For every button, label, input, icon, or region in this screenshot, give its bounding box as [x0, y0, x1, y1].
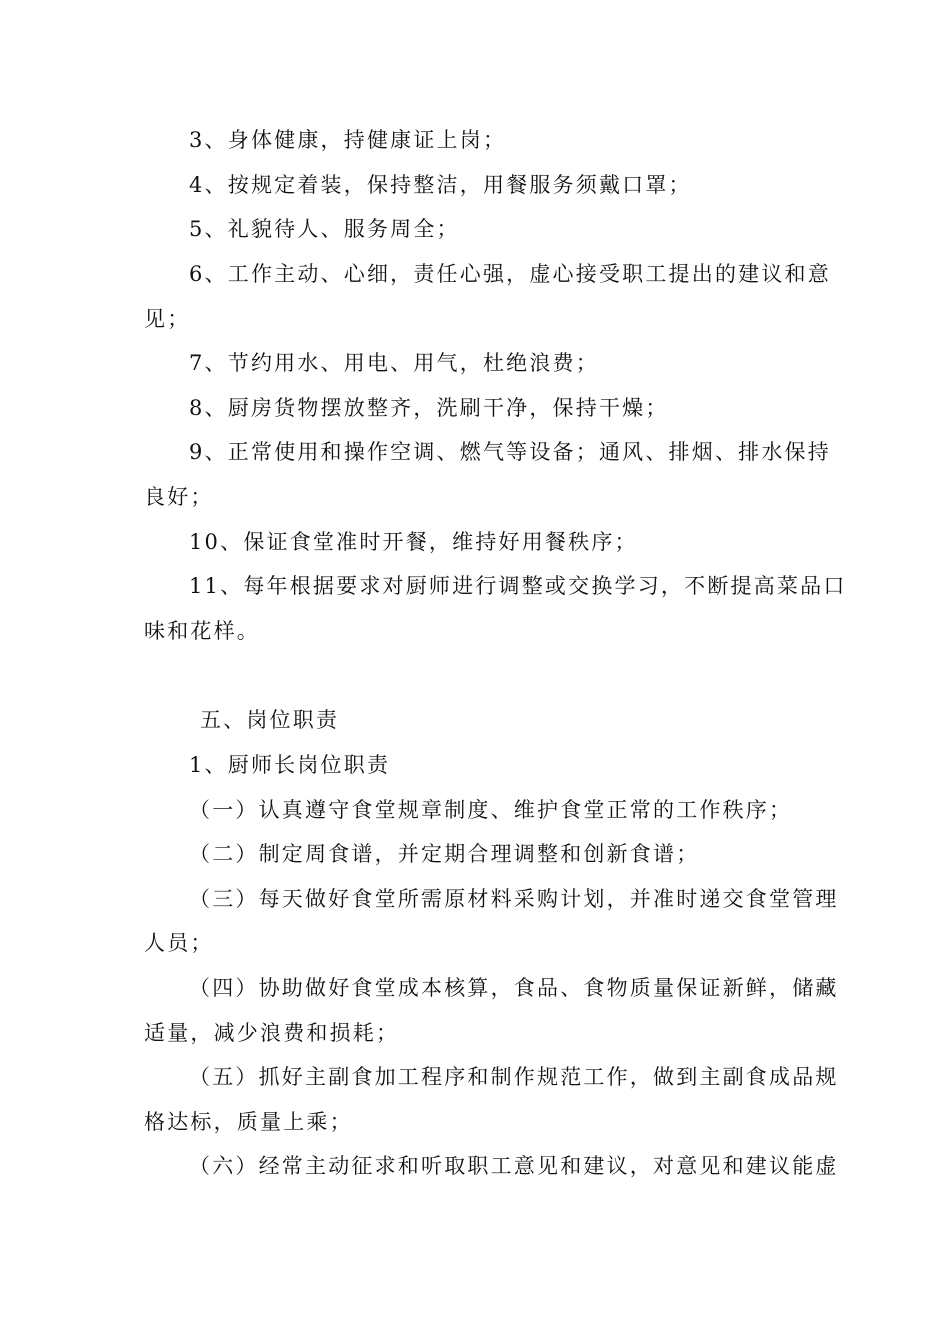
rule-item-9-line-1: 9、正常使用和操作空调、燃气等设备；通风、排烟、排水保持 — [189, 440, 831, 464]
rule-item-10: 10、保证食堂准时开餐，维持好用餐秩序； — [189, 530, 638, 554]
section-heading: 五、岗位职责 — [200, 708, 340, 732]
rule-item-6-line-2: 见； — [144, 307, 191, 331]
rule-item-4: 4、按规定着装，保持整洁，用餐服务须戴口罩； — [189, 173, 692, 197]
rule-item-8: 8、厨房货物摆放整齐，洗刷干净，保持干燥； — [189, 396, 669, 420]
duty-item-4-line-2: 适量，减少浪费和损耗； — [144, 1021, 400, 1045]
rule-item-9-line-2: 良好； — [144, 485, 214, 509]
duty-item-3-line-2: 人员； — [144, 931, 214, 955]
rule-item-3: 3、身体健康，持健康证上岗； — [189, 128, 507, 152]
rule-item-7: 7、节约用水、用电、用气，杜绝浪费； — [189, 351, 599, 375]
duty-item-2: （二）制定周食谱，并定期合理调整和创新食谱； — [189, 842, 700, 866]
duty-item-5-line-2: 格达标，质量上乘； — [144, 1110, 353, 1134]
rule-item-11-line-2: 味和花样。 — [144, 619, 260, 643]
duty-item-3-line-1: （三）每天做好食堂所需原材料采购计划，并准时递交食堂管理 — [189, 887, 839, 911]
duty-item-4-line-1: （四）协助做好食堂成本核算，食品、食物质量保证新鲜，储藏 — [189, 976, 839, 1000]
duty-item-6-line-1: （六）经常主动征求和听取职工意见和建议，对意见和建议能虚 — [189, 1154, 839, 1178]
rule-item-6-line-1: 6、工作主动、心细，责任心强，虚心接受职工提出的建议和意 — [189, 262, 831, 286]
rule-item-11-line-1: 11、每年根据要求对厨师进行调整或交换学习，不断提高菜品口 — [189, 574, 847, 598]
duty-item-5-line-1: （五）抓好主副食加工程序和制作规范工作，做到主副食成品规 — [189, 1065, 839, 1089]
rule-item-5: 5、礼貌待人、服务周全； — [189, 217, 460, 241]
duty-item-1: （一）认真遵守食堂规章制度、维护食堂正常的工作秩序； — [189, 798, 793, 822]
subsection-heading: 1、厨师长岗位职责 — [189, 753, 391, 777]
